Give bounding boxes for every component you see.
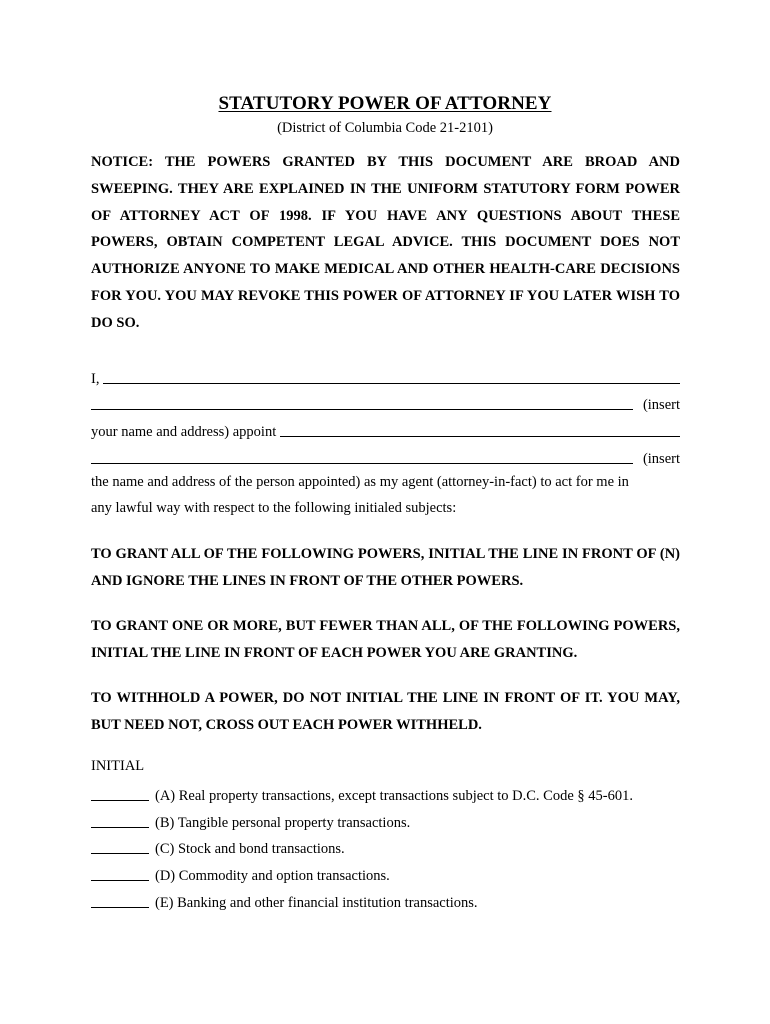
initial-label: INITIAL (91, 758, 145, 774)
notice-paragraph: NOTICE: THE POWERS GRANTED BY THIS DOCUMENT ARE BROAD AND SWEEPING. THEY ARE EXPLAINED IN THE UNIFORM STATUTORY FORM POWER OF ATTORNEY ACT OF 1998. IF YOU HAVE ANY QUESTIONS ABOUT THESE POWERS, OBTAIN COMPETENT LEGAL ADVICE. THIS DOCUMENT DOES NOT AUTHORIZE ANYONE TO MAKE MEDICAL AND OTHER HEALTH-CARE DECISIONS FOR YOU. YOU MAY REVOKE THIS POWER OF ATTORNEY IF YOU LATER WISH TO DO SO. (91, 154, 680, 331)
insert-label-2: (insert (642, 451, 680, 467)
instruction-grant-some: TO GRANT ONE OR MORE, BUT FEWER THAN ALL, OF THE FOLLOWING POWERS, INITIAL THE LINE IN FRONT OF EACH POWER YOU ARE GRANTING. (91, 618, 680, 661)
power-label-d: (D) Commodity and option transactions. (155, 868, 390, 885)
principal-address-row (91, 392, 680, 414)
initial-field-d[interactable] (91, 866, 149, 881)
i-label: I, (91, 371, 100, 387)
principal-name-row (91, 366, 680, 388)
principal-name-field[interactable] (103, 369, 680, 384)
agent-text-line-1: the name and address of the person appointed) as my agent (attorney-in-fact) to act for me in (91, 474, 629, 490)
power-item-c (91, 837, 691, 864)
power-item-d (91, 863, 691, 890)
insert-label: (insert (642, 397, 680, 413)
initial-field-e[interactable] (91, 893, 149, 908)
agent-address-field[interactable] (91, 449, 633, 464)
agent-name-row (91, 419, 680, 441)
initial-field-b[interactable] (91, 813, 149, 828)
power-item-e (91, 890, 691, 917)
power-list (91, 783, 691, 917)
initial-field-c[interactable] (91, 839, 149, 854)
instruction-grant-all: TO GRANT ALL OF THE FOLLOWING POWERS, INITIAL THE LINE IN FRONT OF (N) AND IGNORE THE LINES IN FRONT OF THE OTHER POWERS. (91, 546, 680, 589)
power-label-c: (C) Stock and bond transactions. (155, 841, 345, 858)
agent-text-line-2: any lawful way with respect to the following initialed subjects: (91, 500, 457, 516)
power-label-a: (A) Real property transactions, except transactions subject to D.C. Code § 45-601. (155, 787, 633, 804)
power-label-e: (E) Banking and other financial institution transactions. (155, 895, 478, 912)
initial-field-a[interactable] (91, 786, 149, 801)
agent-address-row (91, 446, 680, 468)
instruction-withhold: TO WITHHOLD A POWER, DO NOT INITIAL THE LINE IN FRONT OF IT. YOU MAY, BUT NEED NOT, CROSS OUT EACH POWER WITHHELD. (91, 690, 680, 733)
principal-address-field[interactable] (91, 395, 633, 410)
appoint-label: your name and address) appoint (91, 424, 277, 440)
power-item-b (91, 810, 691, 837)
power-item-a (91, 783, 691, 810)
document-title: STATUTORY POWER OF ATTORNEY (218, 93, 552, 114)
document-subtitle: (District of Columbia Code 21-2101) (277, 120, 493, 136)
agent-name-field[interactable] (280, 422, 680, 437)
power-label-b: (B) Tangible personal property transactions. (155, 814, 411, 831)
